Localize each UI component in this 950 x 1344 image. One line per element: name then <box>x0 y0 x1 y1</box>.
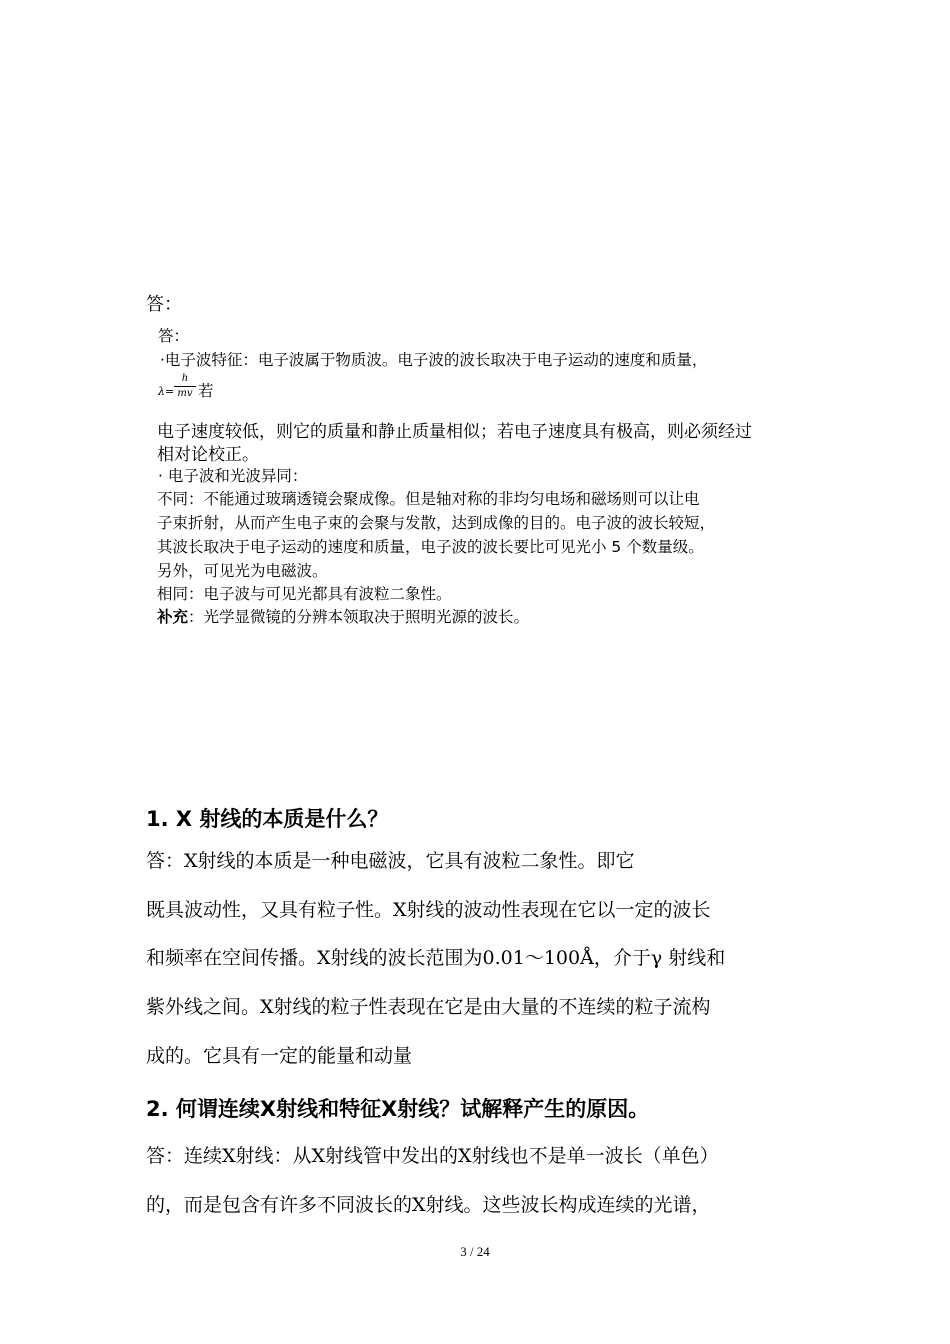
formula-fraction <box>174 372 196 401</box>
q1-line-5: 成的。它具有一定的能量和动量 <box>146 1045 413 1067</box>
formula-lhs: λ= <box>158 385 175 398</box>
embedded-line-10 <box>157 605 529 627</box>
embedded-line-8: 另外，可见光为电磁波。 <box>157 562 328 580</box>
supplement-text: ：光学显微镜的分辨本领取决于照明光源的波长。 <box>188 608 530 626</box>
answer-label: 答： <box>146 294 182 315</box>
question-2-title: 2. 何谓连续X射线和特征X射线？试解释产生的原因。 <box>146 1097 650 1121</box>
embedded-line-9: 相同：电子波与可见光都具有波粒二象性。 <box>157 585 452 603</box>
embedded-answer-label: 答： <box>158 327 190 345</box>
page-number: 3 / 24 <box>460 1244 490 1259</box>
embedded-line-3: 相对论校正。 <box>157 445 259 465</box>
q2-line-2: 的，而是包含有许多不同波长的X射线。这些波长构成连续的光谱， <box>146 1194 711 1216</box>
q2-line-1: 答：连续X射线：从X射线管中发出的X射线也不是单一波长（单色） <box>146 1145 719 1167</box>
formula-numerator: h <box>181 373 189 384</box>
embedded-line-7: 其波长取决于电子运动的速度和质量，电子波的波长要比可见光小 5 个数量级。 <box>157 538 704 556</box>
embedded-line-4: · 电子波和光波异同： <box>158 467 308 485</box>
embedded-line-5: 不同：不能通过玻璃透镜会聚成像。但是轴对称的非均匀电场和磁场则可以让电 <box>157 490 700 508</box>
question-1-title: 1. X 射线的本质是什么？ <box>146 807 389 831</box>
q1-line-1: 答：X射线的本质是一种电磁波，它具有波粒二象性。即它 <box>146 850 635 872</box>
supplement-label: 补充 <box>157 608 189 626</box>
formula-after-text: 若 <box>198 382 214 400</box>
embedded-line-6: 子束折射，从而产生电子束的会聚与发散，达到成像的目的。电子波的波长较短， <box>157 514 716 532</box>
q1-line-4: 紫外线之间。X射线的粒子性表现在它是由大量的不连续的粒子流构 <box>146 996 711 1018</box>
electron-wave-feature-line: ·电子波特征：电子波属于物质波。电子波的波长取决于电子运动的速度和质量， <box>160 351 708 369</box>
formula-denominator: mv <box>177 388 193 399</box>
q1-line-3: 和频率在空间传播。X射线的波长范围为0.01～100Å，介于γ 射线和 <box>146 947 726 969</box>
q1-line-2: 既具波动性，又具有粒子性。X射线的波动性表现在它以一定的波长 <box>146 899 711 921</box>
embedded-line-2: 电子速度较低，则它的质量和静止质量相似；若电子速度具有极高，则必须经过 <box>157 422 752 442</box>
